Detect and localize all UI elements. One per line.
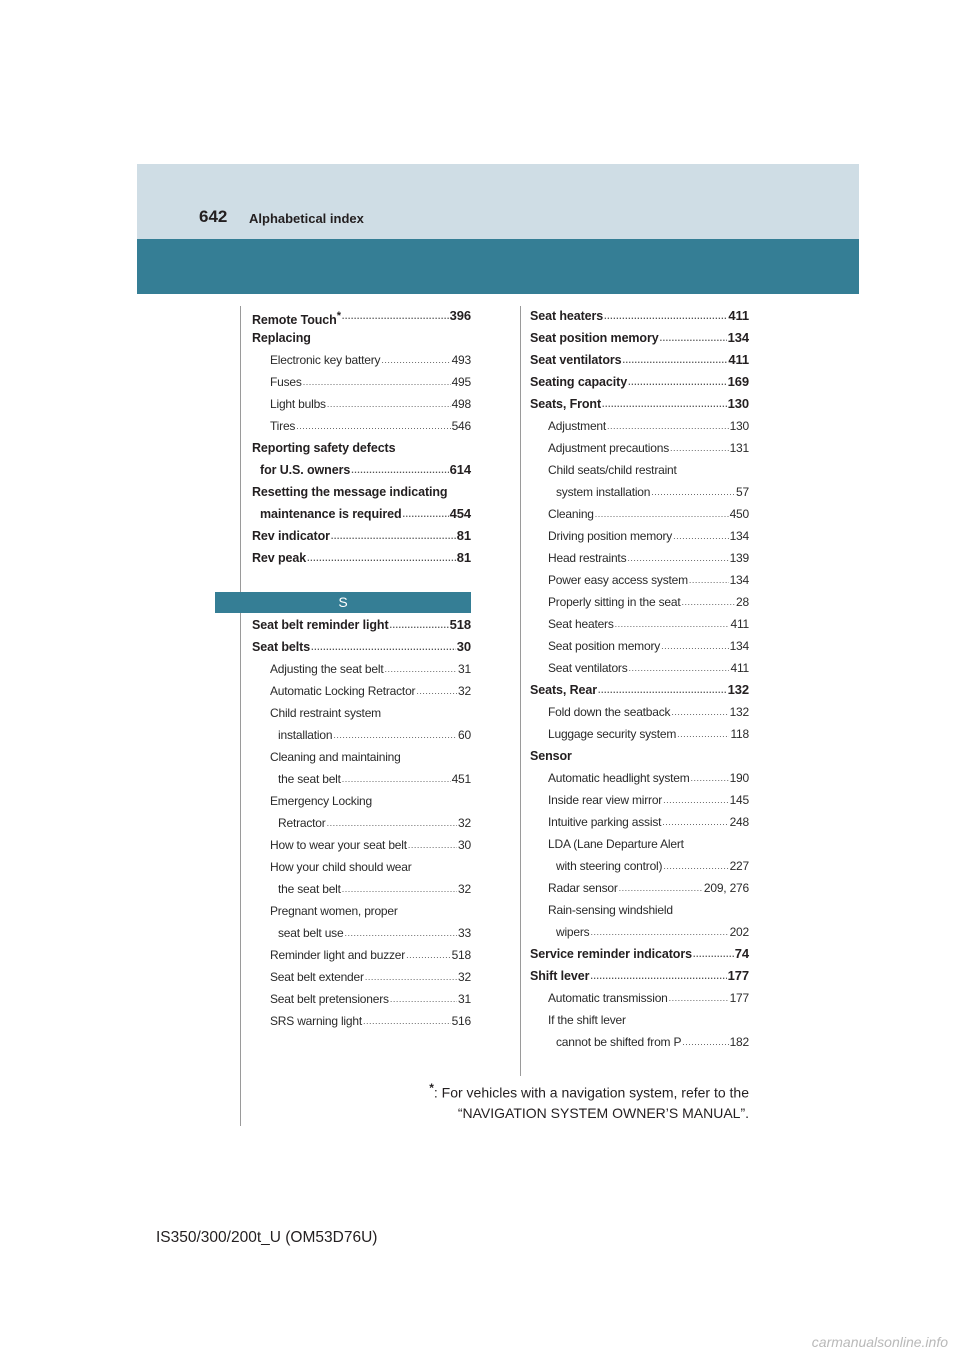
leader-dots [296, 415, 450, 437]
index-entry-text: Automatic Locking Retractor [270, 684, 416, 698]
index-entry [252, 547, 471, 569]
leader-dots [615, 613, 730, 635]
page-number: 642 [199, 207, 228, 226]
watermark: carmanualsonline.info [811, 1334, 948, 1350]
index-entry-page[interactable]: 411 [730, 617, 749, 631]
index-entry-text: Head restraints [548, 551, 627, 565]
index-entry-page[interactable]: 32 [458, 684, 471, 698]
index-entry-text: How your child should wear [270, 860, 412, 874]
index-entry-text: Emergency Locking [270, 794, 372, 808]
index-entry-text: Driving position memory [548, 529, 673, 543]
index-entry-page[interactable]: 518 [451, 948, 471, 962]
index-entry-text: Inside rear view mirror [548, 793, 663, 807]
index-entry-text: Seat belt extender [270, 970, 364, 984]
header-band-light [137, 164, 859, 239]
index-entry [252, 393, 471, 415]
leader-dots [691, 767, 729, 789]
leader-dots [661, 635, 729, 657]
footnote-line-1: : For vehicles with a navigation system, refer to the [433, 1084, 749, 1101]
model-code: IS350/300/200t_U (OM53D76U) [156, 1229, 378, 1246]
index-entry [252, 922, 471, 944]
leader-dots [670, 437, 729, 459]
index-entry [252, 481, 471, 503]
header-band-dark [137, 239, 859, 294]
index-entry-page[interactable]: 498 [451, 397, 471, 411]
index-entry-text: How to wear your seat belt [270, 838, 407, 852]
index-entry [252, 305, 471, 327]
index-entry [252, 988, 471, 1010]
index-entry-text: the seat belt [278, 772, 341, 786]
leader-dots [390, 614, 449, 636]
leader-dots [619, 877, 703, 899]
index-entry [530, 503, 749, 525]
leader-dots [598, 679, 727, 701]
index-entry-text: installation [278, 728, 333, 742]
leader-dots [311, 636, 456, 658]
index-entry-text: Automatic transmission [548, 991, 668, 1005]
index-entry-text: Power easy access system [548, 573, 688, 587]
index-entry-text: Tires [270, 419, 296, 433]
leader-dots [342, 878, 457, 900]
index-entry [252, 437, 471, 459]
index-entry [252, 878, 471, 900]
index-entry-text: for U.S. owners [260, 463, 351, 477]
leader-dots [651, 481, 735, 503]
index-entry-text: Adjustment precautions [548, 441, 670, 455]
leader-dots [307, 547, 456, 569]
index-entry [530, 1031, 749, 1053]
index-entry-text: SRS warning light [270, 1014, 362, 1028]
left-column-rule [240, 306, 241, 1126]
index-entry-page[interactable]: 495 [451, 375, 471, 389]
index-entry-page[interactable]: 31 [458, 662, 471, 676]
index-entry-page[interactable]: 134 [727, 330, 749, 345]
footnote [429, 1078, 749, 1123]
index-entry-text: Adjusting the seat belt [270, 662, 384, 676]
index-entry-text: Radar sensor [548, 881, 618, 895]
index-column-left-top [252, 305, 471, 569]
index-entry-page[interactable]: 57 [736, 485, 749, 499]
index-entry-text: maintenance is required [260, 507, 402, 521]
leader-dots [408, 834, 457, 856]
index-entry [530, 569, 749, 591]
index-entry [530, 613, 749, 635]
index-entry-text: LDA (Lane Departure Alert [548, 837, 684, 851]
index-entry [530, 393, 749, 415]
index-entry [252, 525, 471, 547]
index-entry-page[interactable]: 134 [729, 529, 749, 543]
index-entry [530, 415, 749, 437]
index-entry [252, 680, 471, 702]
index-entry [252, 327, 471, 349]
index-entry-text: Seat heaters [548, 617, 614, 631]
leader-dots [303, 371, 451, 393]
index-entry [530, 987, 749, 1009]
index-entry [252, 812, 471, 834]
index-entry-page[interactable]: 190 [729, 771, 749, 785]
index-entry [252, 503, 471, 525]
index-entry-text: Fold down the seatback [548, 705, 671, 719]
leader-dots [406, 944, 451, 966]
index-entry-page[interactable]: 518 [449, 617, 471, 632]
leader-dots [363, 1010, 451, 1032]
index-entry-page[interactable]: 134 [729, 573, 749, 587]
index-entry-text: Electronic key battery [270, 353, 381, 367]
index-entry [530, 723, 749, 745]
leader-dots [590, 965, 726, 987]
index-entry [530, 943, 749, 965]
index-entry-text: the seat belt [278, 882, 341, 896]
leader-dots [365, 966, 457, 988]
index-entry-page[interactable]: 30 [458, 838, 471, 852]
index-entry-page[interactable]: 516 [451, 1014, 471, 1028]
leader-dots [416, 680, 457, 702]
leader-dots [663, 855, 728, 877]
index-entry [530, 349, 749, 371]
leader-dots [342, 305, 449, 327]
leader-dots [604, 305, 727, 327]
leader-dots [682, 1031, 728, 1053]
leader-dots [331, 525, 456, 547]
index-entry-page[interactable]: 31 [458, 992, 471, 1006]
index-entry-text: Automatic headlight system [548, 771, 690, 785]
index-entry-page[interactable]: 182 [729, 1035, 749, 1049]
leader-dots [660, 327, 727, 349]
index-entry-page[interactable]: 177 [727, 968, 749, 983]
index-entry-text: Seat heaters [530, 309, 604, 323]
leader-dots [590, 921, 728, 943]
leader-dots [344, 922, 457, 944]
index-entry-page[interactable]: 30 [456, 639, 471, 654]
index-entry-page[interactable]: 32 [458, 882, 471, 896]
index-entry-text: system installation [556, 485, 651, 499]
index-entry-text: Rev peak [252, 551, 307, 565]
index-entry-page[interactable]: 60 [458, 728, 471, 742]
index-entry-text: Seating capacity [530, 375, 628, 389]
index-entry-page[interactable]: 454 [449, 506, 471, 521]
index-entry-page[interactable]: 130 [729, 419, 749, 433]
index-entry [252, 702, 471, 724]
index-entry [252, 614, 471, 636]
index-entry [252, 349, 471, 371]
index-entry [530, 811, 749, 833]
index-entry [530, 789, 749, 811]
index-entry-page[interactable]: 451 [451, 772, 471, 786]
index-entry [252, 966, 471, 988]
index-entry [530, 371, 749, 393]
index-entry [252, 746, 471, 768]
index-entry-text: Retractor [278, 816, 326, 830]
index-entry-page[interactable]: 177 [729, 991, 749, 1005]
index-entry-text: wipers [556, 925, 590, 939]
leader-dots [693, 943, 734, 965]
index-entry [530, 679, 749, 701]
index-entry-text: Intuitive parking assist [548, 815, 662, 829]
footnote-line-2: “NAVIGATION SYSTEM OWNER’S MANUAL”. [457, 1104, 749, 1121]
index-entry-page[interactable]: 145 [729, 793, 749, 807]
index-entry [252, 1010, 471, 1032]
index-entry [252, 415, 471, 437]
leader-dots [628, 371, 727, 393]
leader-dots [381, 349, 450, 371]
index-entry-page[interactable]: 227 [729, 859, 749, 873]
leader-dots [333, 724, 457, 746]
index-entry-page[interactable]: 396 [449, 308, 471, 323]
leader-dots [327, 393, 451, 415]
index-entry [530, 657, 749, 679]
index-entry-text: Luggage security system [548, 727, 677, 741]
index-entry-text: Reminder light and buzzer [270, 948, 406, 962]
leader-dots [327, 812, 457, 834]
leader-dots [673, 525, 728, 547]
index-entry-text: Replacing [252, 331, 311, 345]
index-entry-text: with steering control) [556, 859, 663, 873]
index-entry [252, 724, 471, 746]
index-entry-page[interactable]: 130 [727, 396, 749, 411]
index-entry-text: seat belt use [278, 926, 344, 940]
center-column-rule [520, 306, 521, 1076]
index-entry [530, 591, 749, 613]
index-entry-page[interactable]: 81 [456, 550, 471, 565]
index-entry-text: Seats, Front [530, 397, 602, 411]
index-entry-page[interactable]: 32 [458, 970, 471, 984]
index-entry-text: Adjustment [548, 419, 607, 433]
index-entry-page[interactable]: 33 [458, 926, 471, 940]
index-entry-page[interactable]: 81 [456, 528, 471, 543]
index-entry-text: Seat ventilators [530, 353, 622, 367]
index-entry [530, 437, 749, 459]
index-entry [530, 547, 749, 569]
index-entry-text: Seat position memory [530, 331, 659, 345]
index-entry-text: Shift lever [530, 969, 590, 983]
index-entry-text: Seat belts [252, 640, 311, 654]
index-entry-page[interactable]: 450 [729, 507, 749, 521]
index-entry [530, 459, 749, 481]
index-entry-text: Sensor [530, 749, 572, 763]
index-entry [530, 701, 749, 723]
index-entry [252, 371, 471, 393]
index-entry-page[interactable]: 411 [728, 352, 749, 367]
index-entry [530, 481, 749, 503]
index-entry-text: cannot be shifted from P [556, 1035, 682, 1049]
index-entry-page[interactable]: 411 [730, 661, 749, 675]
index-entry [530, 833, 749, 855]
index-entry-page[interactable]: 32 [458, 816, 471, 830]
index-entry-text: Resetting the message indicating [252, 485, 448, 499]
index-entry-text: Seat position memory [548, 639, 661, 653]
index-entry [252, 834, 471, 856]
leader-dots [390, 988, 457, 1010]
index-entry-page[interactable]: 411 [728, 308, 749, 323]
index-entry-text: Pregnant women, proper [270, 904, 398, 918]
index-entry-page[interactable]: 74 [734, 946, 749, 961]
leader-dots [623, 349, 728, 371]
leader-dots [403, 503, 449, 525]
leader-dots [602, 393, 727, 415]
index-entry-text: Light bulbs [270, 397, 326, 411]
index-column-left-s [252, 614, 471, 1032]
section-letter-bar: S [215, 592, 471, 613]
index-entry [530, 1009, 749, 1031]
index-entry-text: Cleaning and maintaining [270, 750, 401, 764]
index-entry [252, 658, 471, 680]
index-entry [530, 305, 749, 327]
index-entry-text: Child seats/child restraint [548, 463, 677, 477]
index-entry [530, 767, 749, 789]
index-entry-page[interactable]: 546 [451, 419, 471, 433]
index-entry-page[interactable]: 132 [729, 705, 749, 719]
section-title: Alphabetical index [249, 211, 364, 226]
index-entry [530, 635, 749, 657]
index-column-right [530, 305, 749, 1053]
leader-dots [677, 723, 729, 745]
index-entry-page[interactable]: 139 [729, 551, 749, 565]
leader-dots [681, 591, 735, 613]
index-entry [252, 636, 471, 658]
leader-dots [627, 547, 728, 569]
index-entry-text: Fuses [270, 375, 302, 389]
index-entry-page[interactable]: 169 [727, 374, 749, 389]
leader-dots [669, 987, 729, 1009]
leader-dots [595, 503, 729, 525]
index-entry-page[interactable]: 493 [451, 353, 471, 367]
index-entry [252, 944, 471, 966]
index-entry-text: Service reminder indicators [530, 947, 692, 961]
index-entry [252, 790, 471, 812]
index-entry [530, 965, 749, 987]
index-entry [252, 768, 471, 790]
index-entry-page[interactable]: 614 [449, 462, 471, 477]
index-entry-text: Child restraint system [270, 706, 381, 720]
index-entry-page[interactable]: 209, 276 [703, 881, 749, 895]
leader-dots [629, 657, 730, 679]
index-entry-text: Rain-sensing windshield [548, 903, 673, 917]
index-entry-text: Properly sitting in the seat [548, 595, 681, 609]
index-entry-text: Rev indicator [252, 529, 330, 543]
leader-dots [663, 789, 728, 811]
index-entry [530, 877, 749, 899]
index-entry-page[interactable]: 28 [736, 595, 749, 609]
index-entry-text: Seat belt reminder light [252, 618, 389, 632]
index-entry [530, 745, 749, 767]
index-entry-page[interactable]: 132 [727, 682, 749, 697]
index-entry [530, 921, 749, 943]
index-entry [530, 855, 749, 877]
footnote-star: * [429, 1081, 434, 1095]
index-entry [252, 459, 471, 481]
index-entry-page[interactable]: 248 [729, 815, 749, 829]
index-entry-text: Seats, Rear [530, 683, 597, 697]
index-entry [530, 327, 749, 349]
index-entry [530, 525, 749, 547]
index-entry-text: Cleaning [548, 507, 594, 521]
leader-dots [671, 701, 728, 723]
index-entry-text: If the shift lever [548, 1013, 626, 1027]
index-entry-text: Reporting safety defects [252, 441, 396, 455]
index-entry [252, 856, 471, 878]
index-entry-page[interactable]: 202 [729, 925, 749, 939]
leader-dots [607, 415, 729, 437]
index-entry-text: Seat belt pretensioners [270, 992, 389, 1006]
leader-dots [662, 811, 728, 833]
index-entry [530, 899, 749, 921]
index-entry [252, 900, 471, 922]
index-entry-page[interactable]: 118 [730, 727, 749, 741]
leader-dots [689, 569, 729, 591]
leader-dots [342, 768, 451, 790]
index-entry-page[interactable]: 134 [729, 639, 749, 653]
index-entry-page[interactable]: 131 [729, 441, 749, 455]
index-entry-text: Seat ventilators [548, 661, 628, 675]
index-entry-text: Remote Touch* [252, 310, 341, 328]
leader-dots [351, 459, 448, 481]
leader-dots [384, 658, 457, 680]
